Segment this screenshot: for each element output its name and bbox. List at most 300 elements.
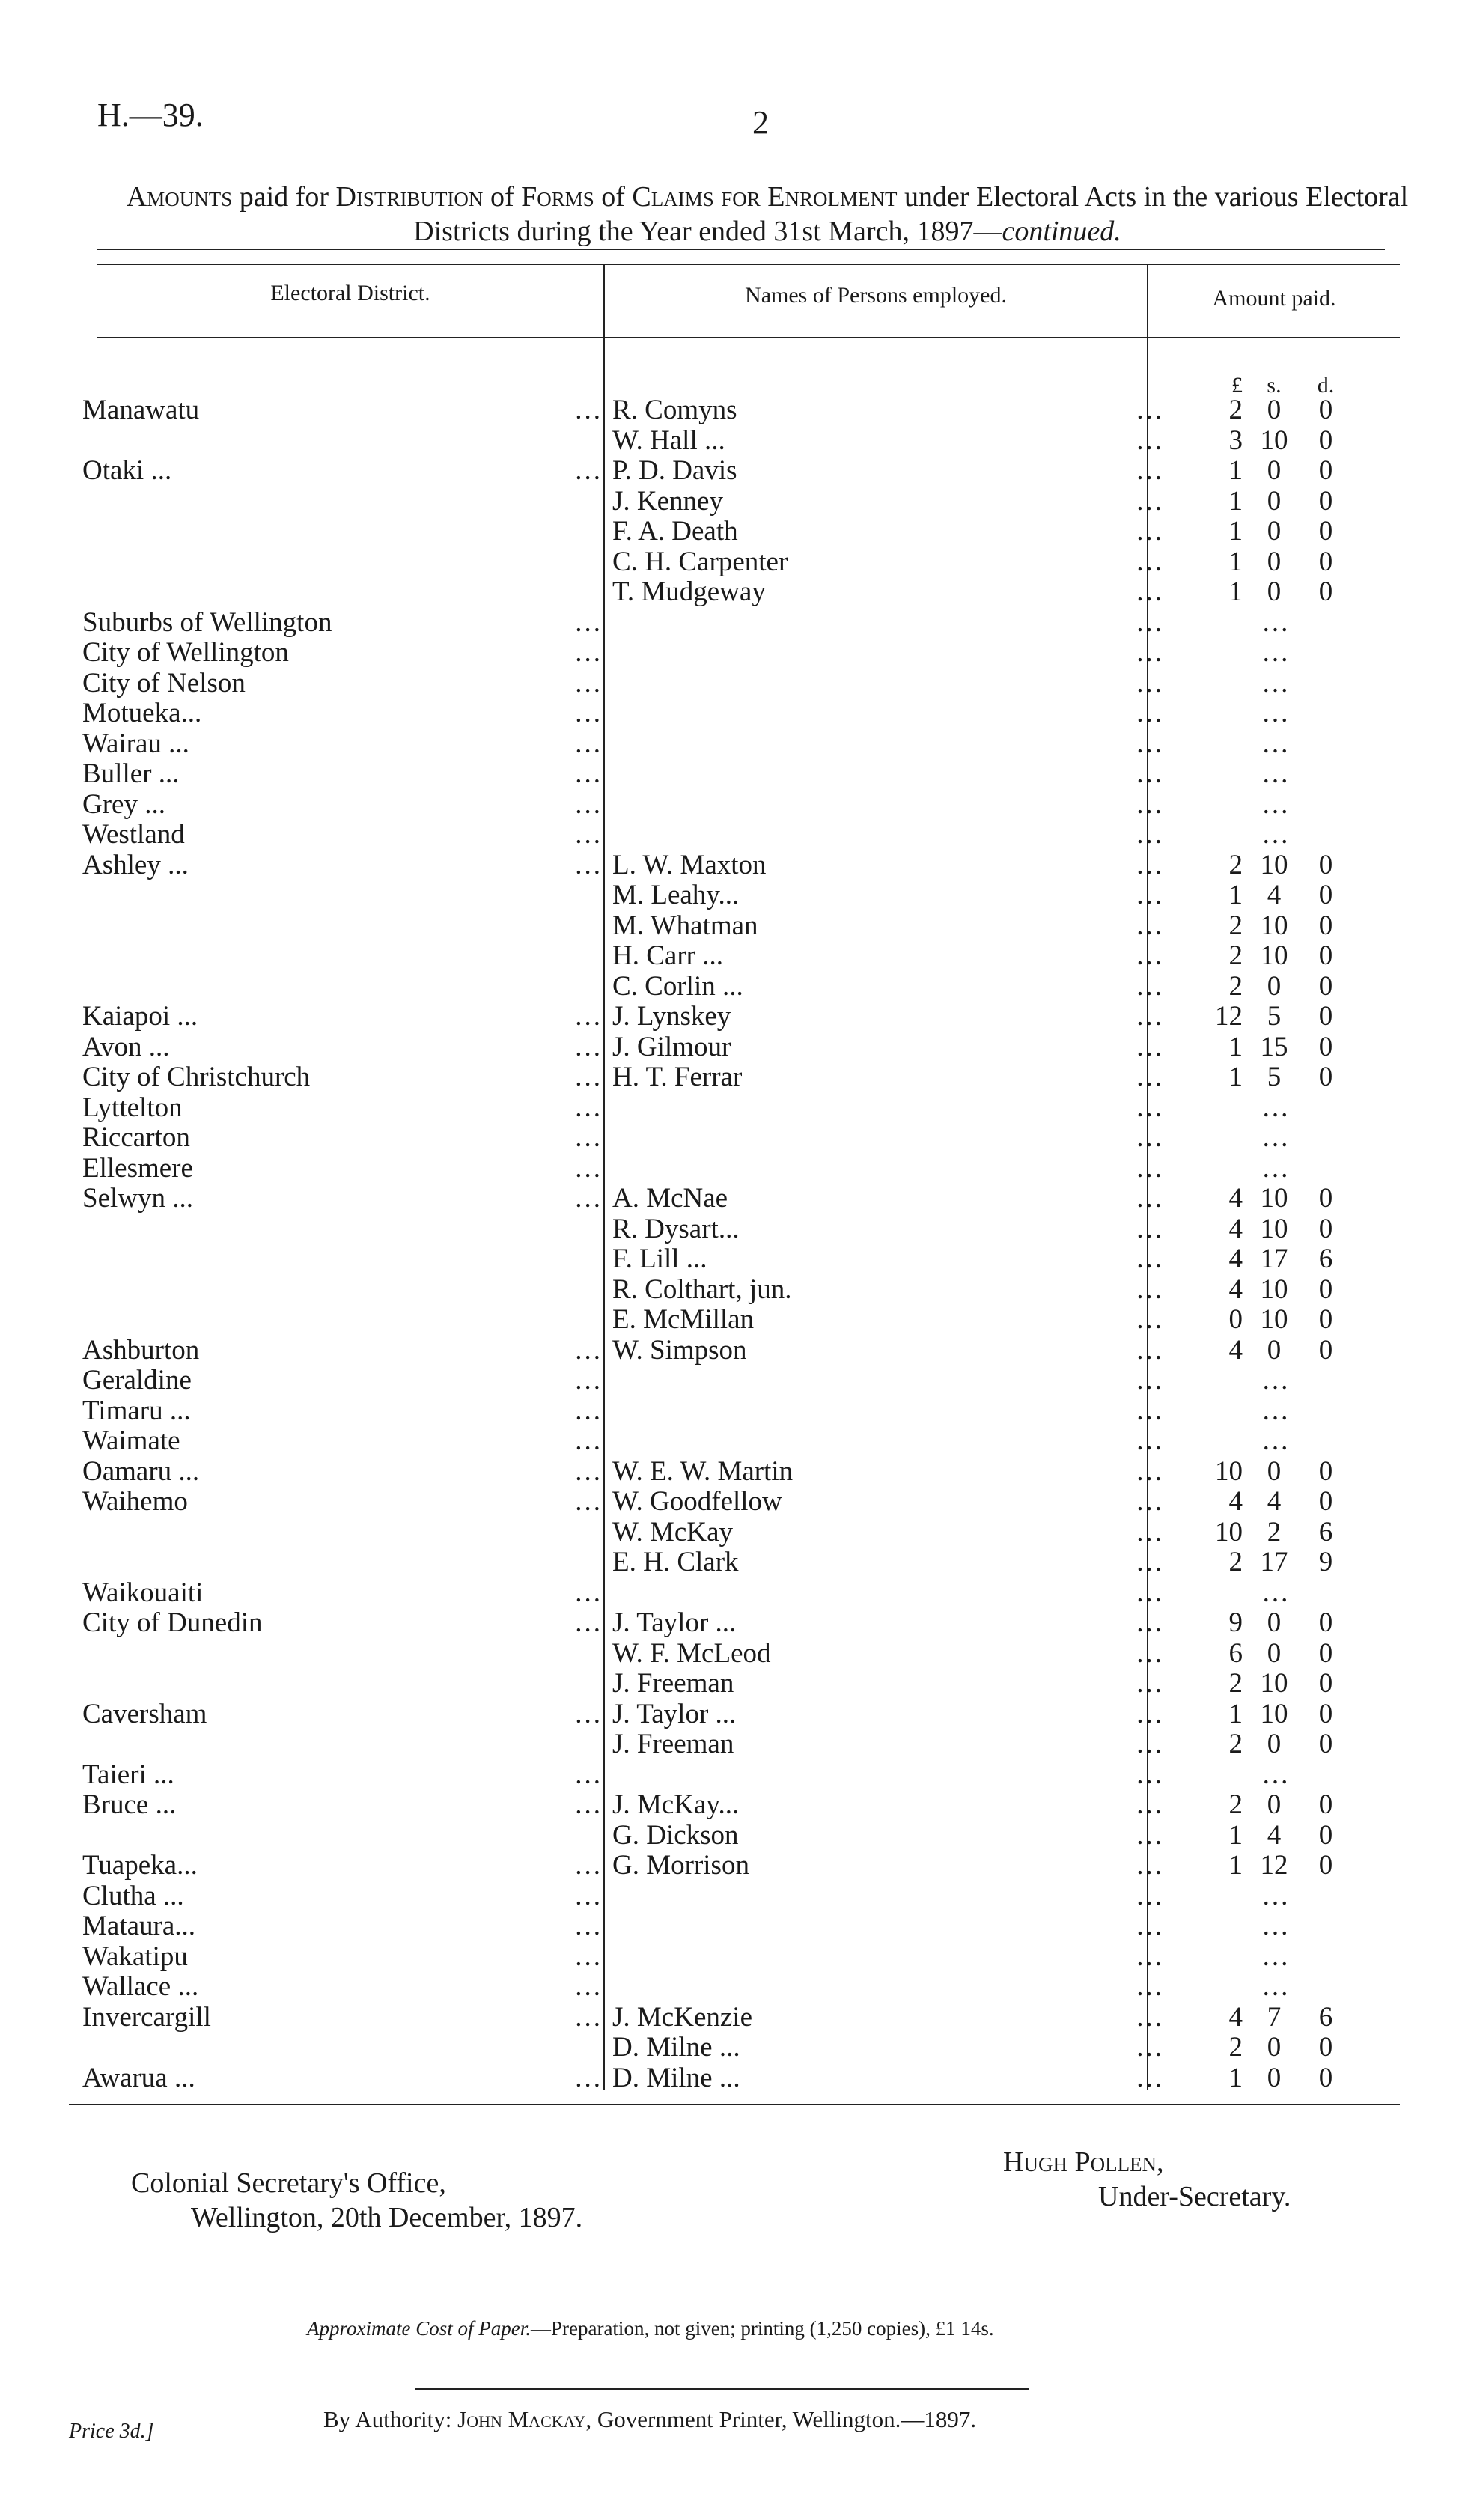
person-name: L. W. Maxton xyxy=(612,849,767,880)
leader-dots: ... xyxy=(575,1365,603,1396)
amount-pence: 0 xyxy=(1318,1062,1333,1092)
leader-dots: ... xyxy=(1136,910,1164,941)
district-name: Riccarton xyxy=(82,1122,190,1153)
leader-dots: ... xyxy=(1136,1941,1164,1972)
amount-shillings: 10 xyxy=(1260,1668,1288,1699)
amount-pence: 0 xyxy=(1318,1273,1333,1305)
amount-pence: 0 xyxy=(1318,2032,1333,2063)
amount-pence: 0 xyxy=(1318,455,1333,486)
authority-prefix: By Authority: xyxy=(323,2406,458,2432)
person-name: J. Freeman xyxy=(612,1729,734,1759)
amount-pounds: 2 xyxy=(1228,1547,1243,1577)
district-name: City of Christchurch xyxy=(82,1062,311,1092)
amount-shillings: 4 xyxy=(1267,1486,1282,1517)
leader-dots: ... xyxy=(1136,1425,1164,1456)
table-row xyxy=(0,1881,1459,1911)
leader-dots: ... xyxy=(1136,1789,1164,1820)
amount-pounds: 1 xyxy=(1228,2062,1243,2093)
amount-pence: 0 xyxy=(1318,849,1333,880)
person-name: W. F. McLeod xyxy=(612,1637,771,1669)
table-row xyxy=(0,2063,1459,2093)
amount-pounds: 1 xyxy=(1228,455,1243,486)
amount-pence: 0 xyxy=(1318,516,1333,547)
amount-pence: 0 xyxy=(1318,2062,1333,2093)
amount-shillings: 10 xyxy=(1260,1183,1288,1214)
district-name: Taieri ... xyxy=(82,1759,174,1790)
leader-dots: ... xyxy=(1136,1698,1164,1729)
amount-pounds: 2 xyxy=(1228,395,1243,425)
pound-label: £ xyxy=(1231,373,1243,398)
district-name: Lyttelton xyxy=(82,1092,183,1123)
leader-dots: ... xyxy=(1136,424,1164,456)
district-name: Timaru ... xyxy=(82,1395,191,1426)
amount-shillings: 10 xyxy=(1260,1698,1288,1729)
amount-shillings: 5 xyxy=(1267,1001,1282,1032)
table-row xyxy=(0,1336,1459,1366)
leader-dots: ... xyxy=(575,1577,603,1608)
amount-shillings: 2 xyxy=(1267,1516,1282,1547)
amount-pounds: 9 xyxy=(1228,1607,1243,1638)
leader-dots: ... xyxy=(1136,758,1164,789)
district-name: Manawatu xyxy=(82,395,200,425)
table-row xyxy=(0,1669,1459,1699)
leader-dots: ... xyxy=(575,1122,603,1153)
amount-pence: 0 xyxy=(1318,1729,1333,1759)
table-row xyxy=(0,820,1459,850)
price-label: Price 3d.] xyxy=(69,2420,154,2443)
district-name: Waikouaiti xyxy=(82,1577,204,1608)
amount-shillings: 0 xyxy=(1267,395,1282,425)
amount-shillings: 0 xyxy=(1267,2062,1282,2093)
leader-dots: ... xyxy=(1262,1759,1291,1790)
leader-dots: ... xyxy=(1136,2032,1164,2063)
leader-dots: ... xyxy=(575,1607,603,1638)
table-row xyxy=(0,1062,1459,1092)
title-word: Amounts xyxy=(126,181,233,213)
table-row xyxy=(0,1366,1459,1396)
leader-dots: ... xyxy=(575,1971,603,2002)
leader-dots: ... xyxy=(575,1031,603,1062)
table-row xyxy=(0,1426,1459,1456)
amount-shillings: 10 xyxy=(1260,849,1288,880)
table-row xyxy=(0,1123,1459,1153)
title-word: Claims for Enrolment xyxy=(632,181,898,213)
district-name: Otaki ... xyxy=(82,455,172,486)
table-row xyxy=(0,608,1459,638)
district-name: Grey ... xyxy=(82,788,165,820)
leader-dots: ... xyxy=(1262,1577,1291,1608)
amount-pence: 0 xyxy=(1318,970,1333,1002)
amount-shillings: 0 xyxy=(1267,1729,1282,1759)
amount-shillings: 4 xyxy=(1267,1819,1282,1851)
table-row xyxy=(0,699,1459,728)
amount-pence: 0 xyxy=(1318,424,1333,456)
leader-dots: ... xyxy=(575,2062,603,2093)
person-name: E. H. Clark xyxy=(612,1547,739,1577)
table-row xyxy=(0,1699,1459,1729)
district-name: Ellesmere xyxy=(82,1152,193,1184)
signatory-name: Hugh Pollen, xyxy=(1003,2146,1164,2178)
leader-dots: ... xyxy=(1262,667,1291,699)
person-name: R. Comyns xyxy=(612,395,737,425)
amount-pounds: 1 xyxy=(1228,485,1243,517)
amount-pence: 6 xyxy=(1318,1516,1333,1547)
title-text: paid for xyxy=(232,181,336,213)
leader-dots: ... xyxy=(575,1850,603,1881)
leader-dots: ... xyxy=(1136,546,1164,577)
leader-dots: ... xyxy=(1262,1152,1291,1184)
amount-pence: 0 xyxy=(1318,576,1333,607)
leader-dots: ... xyxy=(575,1183,603,1214)
leader-dots: ... xyxy=(1136,940,1164,971)
amount-pence: 0 xyxy=(1318,1001,1333,1032)
leader-dots: ... xyxy=(1136,1122,1164,1153)
district-name: Selwyn ... xyxy=(82,1183,193,1214)
table-row xyxy=(0,759,1459,789)
person-name: J. Kenney xyxy=(612,485,723,517)
title-rule xyxy=(97,249,1385,250)
leader-dots: ... xyxy=(1262,1395,1291,1426)
leader-dots: ... xyxy=(1136,1547,1164,1577)
pence-label: d. xyxy=(1317,373,1335,398)
amount-shillings: 17 xyxy=(1260,1547,1288,1577)
table-row xyxy=(0,1184,1459,1214)
leader-dots: ... xyxy=(1136,849,1164,880)
amount-pence: 0 xyxy=(1318,880,1333,910)
amount-pence: 6 xyxy=(1318,2001,1333,2033)
person-name: J. Taylor ... xyxy=(612,1698,737,1729)
amount-pounds: 6 xyxy=(1228,1637,1243,1669)
leader-dots: ... xyxy=(1136,1183,1164,1214)
leader-dots: ... xyxy=(1136,1365,1164,1396)
leader-dots: ... xyxy=(1136,1577,1164,1608)
table-row xyxy=(0,1547,1459,1577)
leader-dots: ... xyxy=(1136,1486,1164,1517)
amount-pounds: 2 xyxy=(1228,1668,1243,1699)
person-name: A. McNae xyxy=(612,1183,728,1214)
amount-pounds: 1 xyxy=(1228,1031,1243,1062)
table-row xyxy=(0,1790,1459,1820)
leader-dots: ... xyxy=(575,1698,603,1729)
leader-dots: ... xyxy=(1136,1334,1164,1366)
person-name: J. McKenzie xyxy=(612,2001,752,2033)
amount-pence: 0 xyxy=(1318,1213,1333,1244)
leader-dots: ... xyxy=(1136,1607,1164,1638)
leader-dots: ... xyxy=(575,455,603,486)
printer-name: John Mackay xyxy=(457,2406,586,2432)
person-name: W. E. W. Martin xyxy=(612,1455,794,1487)
amount-pounds: 4 xyxy=(1228,1334,1243,1366)
table-row xyxy=(0,1305,1459,1335)
district-name: Tuapeka... xyxy=(82,1850,198,1881)
leader-dots: ... xyxy=(575,395,603,425)
amount-shillings: 0 xyxy=(1267,1789,1282,1820)
leader-dots: ... xyxy=(575,606,603,638)
leader-dots: ... xyxy=(1136,788,1164,820)
amount-pounds: 1 xyxy=(1228,1698,1243,1729)
leader-dots: ... xyxy=(1136,970,1164,1002)
table-title xyxy=(97,180,1437,249)
leader-dots: ... xyxy=(575,1941,603,1972)
amount-pounds: 4 xyxy=(1228,1213,1243,1244)
amount-shillings: 17 xyxy=(1260,1244,1288,1274)
table-row xyxy=(0,577,1459,607)
leader-dots: ... xyxy=(575,1001,603,1032)
amount-shillings: 5 xyxy=(1267,1062,1282,1092)
leader-dots: ... xyxy=(1136,1152,1164,1184)
amount-shillings: 0 xyxy=(1267,1607,1282,1638)
leader-dots: ... xyxy=(575,698,603,728)
amount-pounds: 1 xyxy=(1228,1062,1243,1092)
district-name: Invercargill xyxy=(82,2001,211,2033)
page-number: 2 xyxy=(752,104,769,141)
leader-dots: ... xyxy=(1136,1759,1164,1790)
leader-dots: ... xyxy=(1136,1455,1164,1487)
table-row xyxy=(0,1851,1459,1881)
district-name: Waimate xyxy=(82,1425,180,1456)
title-text: under Electoral Acts in the various Electoral Districts during the Year ended 31st March, 1897— xyxy=(413,181,1409,247)
amount-shillings: 0 xyxy=(1267,455,1282,486)
leader-dots: ... xyxy=(575,1759,603,1790)
column-header-district: Electoral District. xyxy=(270,281,430,305)
leader-dots: ... xyxy=(575,1789,603,1820)
table-row xyxy=(0,2033,1459,2063)
district-name: Geraldine xyxy=(82,1365,192,1396)
district-name: Avon ... xyxy=(82,1031,170,1062)
table-row xyxy=(0,1821,1459,1851)
person-name: M. Whatman xyxy=(612,910,758,941)
header-bottom-rule xyxy=(97,337,1400,338)
leader-dots: ... xyxy=(575,1911,603,1941)
amount-pence: 0 xyxy=(1318,1637,1333,1669)
amount-pounds: 4 xyxy=(1228,2001,1243,2033)
leader-dots: ... xyxy=(1136,1729,1164,1759)
amount-pounds: 3 xyxy=(1228,424,1243,456)
leader-dots: ... xyxy=(1136,637,1164,668)
person-name: E. McMillan xyxy=(612,1304,755,1335)
leader-dots: ... xyxy=(1262,606,1291,638)
district-name: Caversham xyxy=(82,1698,207,1729)
amount-pence: 0 xyxy=(1318,1850,1333,1881)
amount-shillings: 0 xyxy=(1267,576,1282,607)
district-name: Wairau ... xyxy=(82,728,189,759)
district-name: Clutha ... xyxy=(82,1880,184,1911)
table-row xyxy=(0,911,1459,941)
amount-shillings: 0 xyxy=(1267,516,1282,547)
table-row xyxy=(0,1942,1459,1972)
leader-dots: ... xyxy=(1262,819,1291,850)
authority-suffix: , Government Printer, Wellington.—1897. xyxy=(585,2406,977,2432)
leader-dots: ... xyxy=(1136,2062,1164,2093)
cost-label: Approximate Cost of Paper. xyxy=(307,2317,531,2340)
amount-shillings: 0 xyxy=(1267,2032,1282,2063)
table-row xyxy=(0,456,1459,486)
amount-shillings: 0 xyxy=(1267,1334,1282,1366)
leader-dots: ... xyxy=(1136,576,1164,607)
table-row xyxy=(0,1032,1459,1062)
column-header-names: Names of Persons employed. xyxy=(745,283,1007,308)
leader-dots: ... xyxy=(1136,880,1164,910)
district-name: Awarua ... xyxy=(82,2062,195,2093)
amount-shillings: 10 xyxy=(1260,940,1288,971)
leader-dots: ... xyxy=(575,758,603,789)
amount-pence: 0 xyxy=(1318,395,1333,425)
amount-pence: 0 xyxy=(1318,1789,1333,1820)
leader-dots: ... xyxy=(1136,1880,1164,1911)
amount-pounds: 2 xyxy=(1228,970,1243,1002)
person-name: R. Dysart... xyxy=(612,1213,740,1244)
amount-pounds: 2 xyxy=(1228,1789,1243,1820)
table-row xyxy=(0,1154,1459,1184)
district-name: Wallace ... xyxy=(82,1971,199,2002)
amount-shillings: 0 xyxy=(1267,1455,1282,1487)
leader-dots: ... xyxy=(1136,698,1164,728)
district-name: Oamaru ... xyxy=(82,1455,200,1487)
table-row xyxy=(0,1972,1459,2002)
amount-pounds: 1 xyxy=(1228,1850,1243,1881)
leader-dots: ... xyxy=(1262,1122,1291,1153)
person-name: W. McKay xyxy=(612,1516,733,1547)
leader-dots: ... xyxy=(1136,516,1164,547)
table-row xyxy=(0,1578,1459,1608)
person-name: J. McKay... xyxy=(612,1789,740,1820)
table-row xyxy=(0,547,1459,577)
table-row xyxy=(0,1457,1459,1487)
table-row xyxy=(0,880,1459,910)
table-row xyxy=(0,850,1459,880)
person-name: H. T. Ferrar xyxy=(612,1062,743,1092)
amount-pounds: 2 xyxy=(1228,910,1243,941)
leader-dots: ... xyxy=(1136,1668,1164,1699)
leader-dots: ... xyxy=(575,1395,603,1426)
amount-shillings: 0 xyxy=(1267,1637,1282,1669)
leader-dots: ... xyxy=(1136,455,1164,486)
amount-shillings: 4 xyxy=(1267,880,1282,910)
table-row xyxy=(0,517,1459,547)
person-name: H. Carr ... xyxy=(612,940,723,971)
amount-pounds: 4 xyxy=(1228,1486,1243,1517)
leader-dots: ... xyxy=(575,849,603,880)
amount-pence: 0 xyxy=(1318,485,1333,517)
table-row xyxy=(0,729,1459,759)
amount-pence: 0 xyxy=(1318,1668,1333,1699)
leader-dots: ... xyxy=(1262,1971,1291,2002)
leader-dots: ... xyxy=(1136,1395,1164,1426)
amount-pence: 0 xyxy=(1318,1819,1333,1851)
leader-dots: ... xyxy=(1262,637,1291,668)
table-row xyxy=(0,1608,1459,1638)
amount-pence: 0 xyxy=(1318,1486,1333,1517)
leader-dots: ... xyxy=(1136,1062,1164,1092)
district-name: Buller ... xyxy=(82,758,180,789)
person-name: F. A. Death xyxy=(612,516,738,547)
person-name: R. Colthart, jun. xyxy=(612,1273,792,1305)
district-name: Suburbs of Wellington xyxy=(82,606,332,638)
table-top-rule xyxy=(97,264,1400,265)
leader-dots: ... xyxy=(1136,1819,1164,1851)
leader-dots: ... xyxy=(575,728,603,759)
district-name: Kaiapoi ... xyxy=(82,1001,198,1032)
table-row xyxy=(0,1911,1459,1941)
leader-dots: ... xyxy=(1262,698,1291,728)
leader-dots: ... xyxy=(1136,1031,1164,1062)
leader-dots: ... xyxy=(1136,1971,1164,2002)
leader-dots: ... xyxy=(1262,1941,1291,1972)
table-row xyxy=(0,1244,1459,1274)
amount-pounds: 1 xyxy=(1228,546,1243,577)
leader-dots: ... xyxy=(1262,728,1291,759)
amount-shillings: 10 xyxy=(1260,424,1288,456)
leader-dots: ... xyxy=(575,1486,603,1517)
table-row xyxy=(0,395,1459,425)
amount-pounds: 4 xyxy=(1228,1183,1243,1214)
leader-dots: ... xyxy=(1136,1092,1164,1123)
leader-dots: ... xyxy=(1136,606,1164,638)
imprint-rule xyxy=(415,2388,1029,2390)
amount-pence: 0 xyxy=(1318,1334,1333,1366)
table-row xyxy=(0,1275,1459,1305)
leader-dots: ... xyxy=(1136,1911,1164,1941)
amount-pence: 9 xyxy=(1318,1547,1333,1577)
title-word: Distribution xyxy=(335,181,484,213)
leader-dots: ... xyxy=(1136,1637,1164,1669)
leader-dots: ... xyxy=(575,2001,603,2033)
table-row xyxy=(0,1760,1459,1790)
table-row xyxy=(0,790,1459,820)
person-name: G. Dickson xyxy=(612,1819,739,1851)
amount-pence: 0 xyxy=(1318,940,1333,971)
leader-dots: ... xyxy=(575,1062,603,1092)
amount-pounds: 2 xyxy=(1228,1729,1243,1759)
cost-text: —Preparation, not given; printing (1,250 copies), £1 14s. xyxy=(530,2317,994,2340)
amount-pence: 0 xyxy=(1318,1607,1333,1638)
leader-dots: ... xyxy=(1136,1304,1164,1335)
person-name: F. Lill ... xyxy=(612,1244,707,1274)
amount-pounds: 1 xyxy=(1228,576,1243,607)
leader-dots: ... xyxy=(1136,1001,1164,1032)
amount-pence: 0 xyxy=(1318,1698,1333,1729)
district-name: Waihemo xyxy=(82,1486,188,1517)
person-name: W. Goodfellow xyxy=(612,1486,782,1517)
shilling-label: s. xyxy=(1267,373,1282,398)
leader-dots: ... xyxy=(1262,1092,1291,1123)
leader-dots: ... xyxy=(575,1152,603,1184)
leader-dots: ... xyxy=(575,788,603,820)
office-name: Colonial Secretary's Office, xyxy=(131,2167,446,2199)
leader-dots: ... xyxy=(575,637,603,668)
printer-imprint xyxy=(323,2406,976,2433)
column-header-amount: Amount paid. xyxy=(1212,286,1336,311)
leader-dots: ... xyxy=(575,1880,603,1911)
leader-dots: ... xyxy=(1136,667,1164,699)
district-name: Ashley ... xyxy=(82,849,189,880)
amount-shillings: 10 xyxy=(1260,1304,1288,1335)
person-name: C. Corlin ... xyxy=(612,970,743,1002)
place-date: Wellington, 20th December, 1897. xyxy=(191,2202,583,2233)
amount-pounds: 1 xyxy=(1228,880,1243,910)
amount-pounds: 4 xyxy=(1228,1273,1243,1305)
amount-shillings: 15 xyxy=(1260,1031,1288,1062)
person-name: J. Taylor ... xyxy=(612,1607,737,1638)
amount-pence: 6 xyxy=(1318,1244,1333,1274)
amount-shillings: 7 xyxy=(1267,2001,1282,2033)
person-name: G. Morrison xyxy=(612,1850,749,1881)
amount-pence: 0 xyxy=(1318,1183,1333,1214)
amount-pence: 0 xyxy=(1318,910,1333,941)
amount-pounds: 1 xyxy=(1228,516,1243,547)
amount-pence: 0 xyxy=(1318,1304,1333,1335)
amount-pence: 0 xyxy=(1318,546,1333,577)
